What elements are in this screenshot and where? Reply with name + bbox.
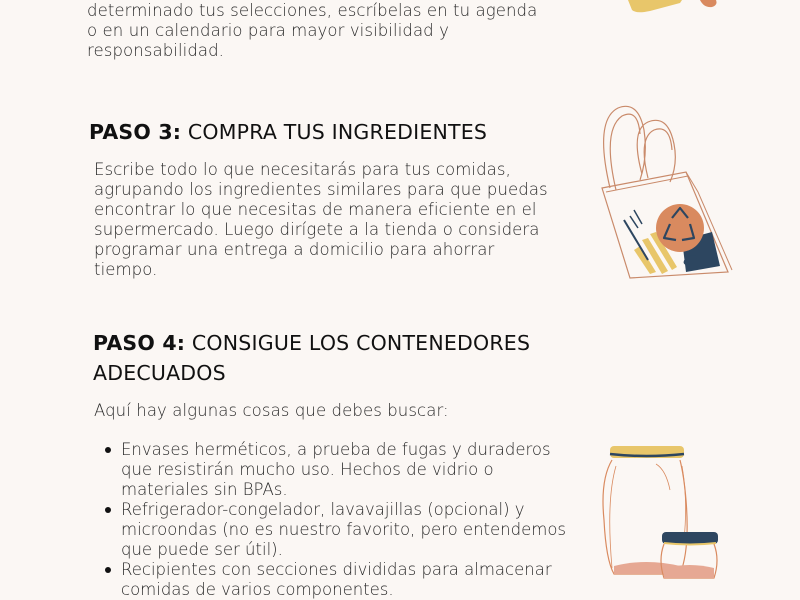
step3-body: Escribe todo lo que necesitarás para tus comidas, agrupando los ingredientes similares para que puedas encontrar lo que necesitas de manera eficiente en el supermercado. Luego dirígete a la tienda o considera programar una entrega a domicilio para ahorrar tiempo. [94,160,548,279]
list-item [121,440,571,500]
glass-jars-icon [596,440,726,585]
step4-label: PASO 4: [93,331,186,355]
list-item-text: Envases herméticos, a prueba de fugas y duraderos que resistirán mucho uso. Hechos de vidrio o materiales sin BPAs. [121,440,551,499]
list-item [121,500,571,560]
intro-paragraph: determinado tus selecciones, escríbelas en tu agenda o en un calendario para mayor visibilidad y responsabilidad. [87,1,538,60]
shopping-bag-recycle-icon [590,100,740,285]
step3-label: PASO 3: [89,120,182,144]
step3-title: COMPRA TUS INGREDIENTES [187,120,488,144]
list-item-text: Recipientes con secciones divididas para almacenar comidas de varios componentes. [121,560,552,599]
list-item-text: Refrigerador-congelador, lavavajillas (opcional) y microondas (no es nuestro favorito, pero entendemos que puede ser útil). [121,500,567,559]
food-item-icon [620,0,730,20]
list-item [121,560,571,600]
container-list [99,440,571,600]
step3-heading [89,117,559,147]
bullet-icon [105,567,111,573]
step4-title: CONSIGUE LOS CONTENEDORES ADECUADOS [93,331,531,385]
step4-intro: Aquí hay algunas cosas que debes buscar: [94,401,449,420]
bullet-icon [105,447,111,453]
step4-heading [93,328,553,388]
bullet-icon [105,507,111,513]
